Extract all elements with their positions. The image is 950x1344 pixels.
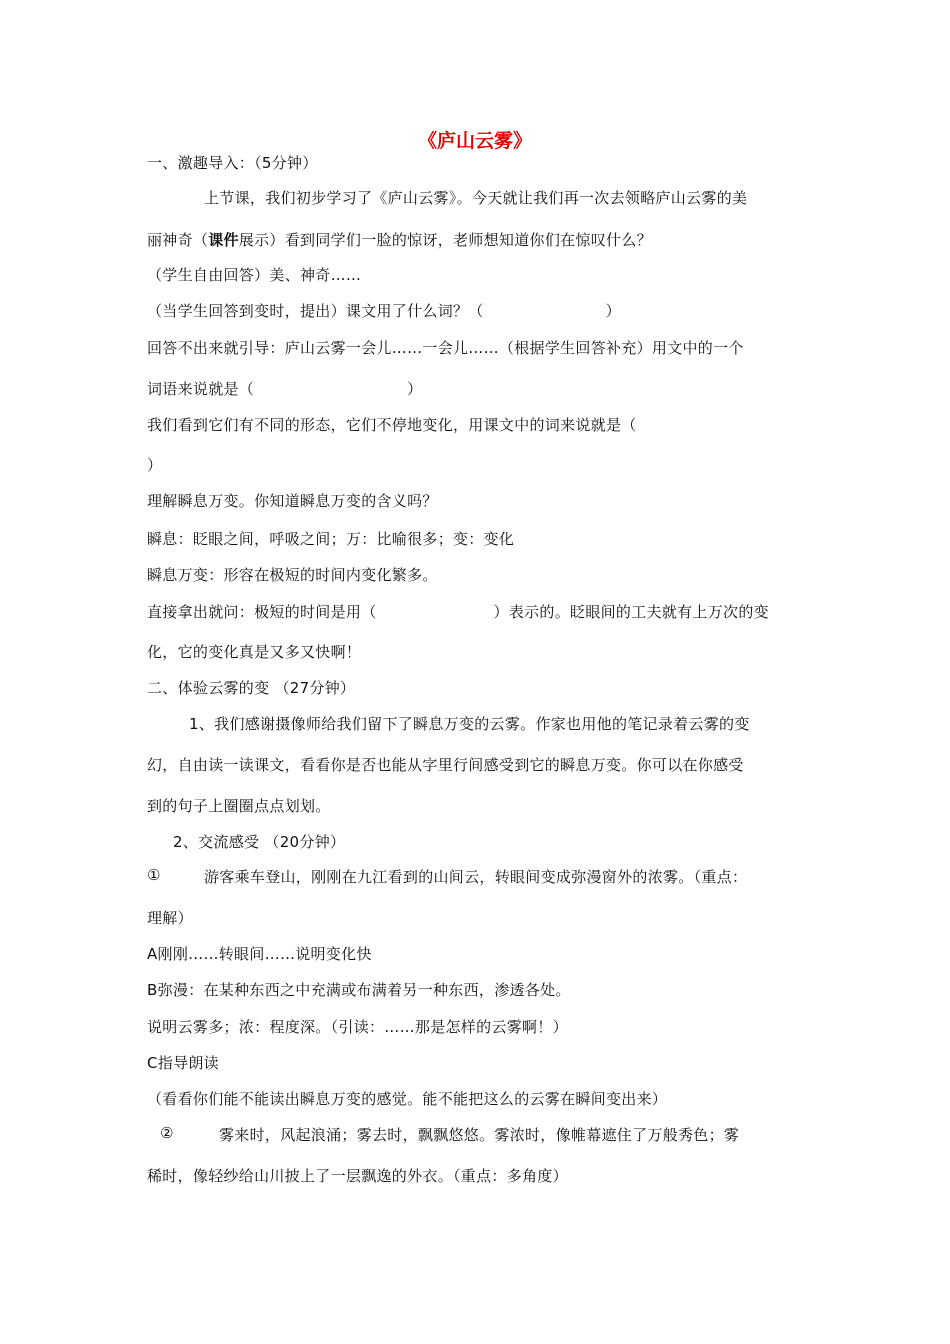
paragraph-line: 1、我们感谢摄像师给我们留下了瞬息万变的云雾。作家也用他的笔记录着云雾的变 bbox=[189, 715, 750, 733]
section-heading-experience: 二、体验云雾的变 （27分钟） bbox=[147, 679, 356, 697]
item-number: ① bbox=[147, 866, 161, 884]
text-run: 直接拿出就问：极短的时间是用（ bbox=[147, 603, 377, 621]
paragraph-line: 游客乘车登山，刚刚在九江看到的山间云，转眼间变成弥漫窗外的浓雾。（重点： bbox=[204, 868, 748, 886]
paragraph-line: 稀时，像轻纱给山川披上了一层飘逸的外衣。（重点：多角度） bbox=[147, 1167, 568, 1185]
section-heading-intro: 一、激趣导入：（5分钟） bbox=[147, 154, 318, 172]
paragraph-line bbox=[147, 378, 422, 399]
paragraph-line: 理解） bbox=[147, 909, 193, 927]
text-run: ） bbox=[407, 380, 423, 398]
text-run: （当学生回答到变时，提出）课文用了什么词？（ bbox=[147, 302, 484, 320]
document-title: 《庐山云雾》 bbox=[417, 130, 532, 152]
paragraph-line: （学生自由回答）美、神奇…… bbox=[147, 266, 362, 284]
text-run: 展示）看到同学们一脸的惊讶，老师想知道你们在惊叹什么？ bbox=[238, 231, 652, 249]
paragraph-line: B弥漫：在某种东西之中充满或布满着另一种东西，渗透各处。 bbox=[147, 981, 571, 999]
paragraph-line: 说明云雾多；浓：程度深。（引读：……那是怎样的云雾啊！） bbox=[147, 1018, 568, 1036]
paragraph-line: 瞬息万变：形容在极短的时间内变化繁多。 bbox=[147, 566, 438, 584]
paragraph-line bbox=[147, 300, 621, 321]
paragraph-line: 我们看到它们有不同的形态，它们不停地变化，用课文中的词来说就是（ bbox=[147, 416, 637, 434]
paragraph-line: ） bbox=[147, 456, 163, 474]
paragraph-line bbox=[147, 229, 652, 250]
paragraph-line: （看看你们能不能读出瞬息万变的感觉。能不能把这么的云雾在瞬间变出来） bbox=[147, 1090, 668, 1108]
paragraph-line: 瞬息：眨眼之间，呼吸之间；万：比喻很多；变：变化 bbox=[147, 530, 515, 548]
text-run: 词语来说就是（ bbox=[147, 380, 255, 398]
text-run: ）表示的。眨眼间的工夫就有上万次的变 bbox=[493, 603, 769, 621]
paragraph-line: 雾来时，风起浪涌；雾去时，飘飘悠悠。雾浓时，像帷幕遮住了万般秀色；雾 bbox=[219, 1126, 740, 1144]
paragraph-line: 上节课，我们初步学习了《庐山云雾》。今天就让我们再一次去领略庐山云雾的美 bbox=[204, 189, 748, 207]
paragraph-line bbox=[147, 601, 769, 622]
paragraph-line: 到的句子上圈圈点点划划。 bbox=[147, 797, 331, 815]
paragraph-line: A刚刚……转眼间……说明变化快 bbox=[147, 945, 372, 963]
paragraph-line: 理解瞬息万变。你知道瞬息万变的含义吗？ bbox=[147, 492, 438, 510]
paragraph-line: C指导朗读 bbox=[147, 1054, 219, 1072]
paragraph-line: 化，它的变化真是又多又快啊！ bbox=[147, 643, 362, 661]
paragraph-line: 回答不出来就引导：庐山云雾一会儿……一会儿……（根据学生回答补充）用文中的一个 bbox=[147, 339, 744, 357]
text-run: 丽神奇（ bbox=[147, 231, 209, 249]
paragraph-line: 幻，自由读一读课文，看看你是否也能从字里行间感受到它的瞬息万变。你可以在你感受 bbox=[147, 756, 744, 774]
text-run: ） bbox=[605, 302, 621, 320]
item-number: ② bbox=[160, 1124, 174, 1142]
paragraph-line: 2、交流感受 （20分钟） bbox=[173, 833, 346, 851]
bold-text-run: 课件 bbox=[208, 231, 239, 249]
